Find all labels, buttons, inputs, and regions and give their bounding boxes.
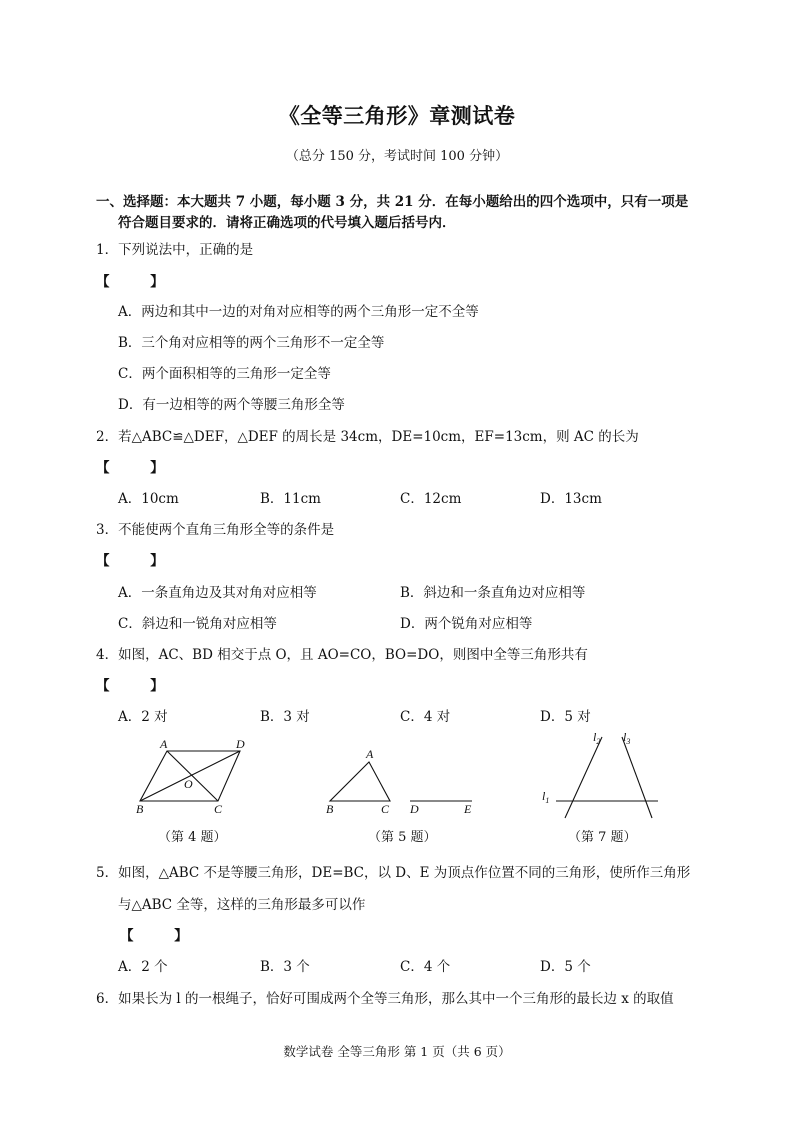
- q1-option-c: C．两个面积相等的三角形一定全等: [118, 366, 331, 382]
- section-instructions-line2: 符合题目要求的．请将正确选项的代号填入题后括号内．: [118, 215, 456, 231]
- fig5-label-c: C: [381, 802, 390, 816]
- page-subtitle: （总分 150 分，考试时间 100 分钟）: [285, 149, 509, 164]
- q4-option-d: D．5 对: [540, 709, 591, 725]
- q5-option-c: C．4 个: [400, 959, 451, 975]
- q4-stem: 4．如图，AC、BD 相交于点 O，且 AO=CO，BO=DO，则图中全等三角形共有: [96, 647, 588, 663]
- q4-option-c: C．4 对: [400, 709, 451, 725]
- fig7-label-l2: $l_2$: [593, 730, 601, 746]
- fig4-label-c: C: [214, 802, 223, 816]
- q2-option-a: A．10cm: [118, 491, 179, 507]
- fig7-label-l3: $l_3$: [623, 730, 631, 746]
- q1-option-d: D．有一边相等的两个等腰三角形全等: [118, 397, 345, 413]
- fig4-label-b: B: [136, 802, 144, 816]
- q3-option-c: C．斜边和一锐角对应相等: [118, 616, 277, 632]
- q1-answer-bracket[interactable]: 【 】: [96, 274, 182, 290]
- fig5-label-d: D: [410, 802, 419, 816]
- figure-4-parallelogram: [140, 751, 240, 801]
- q2-answer-bracket[interactable]: 【 】: [96, 460, 182, 476]
- q4-answer-bracket[interactable]: 【 】: [96, 678, 182, 694]
- page-title: 《全等三角形》章测试卷: [278, 104, 516, 128]
- q6-stem: 6．如果长为 l 的一根绳子，恰好可围成两个全等三角形，那么其中一个三角形的最长边 x 的取值: [96, 991, 674, 1007]
- fig4-label-a: A: [160, 737, 168, 751]
- fig4-label-d: D: [236, 737, 245, 751]
- fig5-label-e: E: [464, 802, 472, 816]
- section-instructions-line1: 一、选择题：本大题共 7 小题，每小题 3 分，共 21 分．在每小题给出的四个选项中，只有一项是: [96, 194, 689, 210]
- q5-option-a: A．2 个: [118, 959, 168, 975]
- q5-option-b: B．3 个: [260, 959, 310, 975]
- figures-row: [0, 725, 794, 825]
- q5-option-d: D．5 个: [540, 959, 591, 975]
- fig5-caption: （第 5 题）: [368, 830, 437, 845]
- fig5-label-b: B: [326, 802, 334, 816]
- q1-option-a: A．两边和其中一边的对角对应相等的两个三角形一定不全等: [118, 304, 479, 320]
- page-footer: 数学试卷 全等三角形 第 1 页（共 6 页）: [283, 1044, 511, 1059]
- q2-option-c: C．12cm: [400, 491, 462, 507]
- q3-option-a: A．一条直角边及其对角对应相等: [118, 585, 317, 601]
- q2-stem: 2．若△ABC≌△DEF，△DEF 的周长是 34cm，DE=10cm，EF=13cm，则 AC 的长为: [96, 429, 639, 445]
- q5-answer-bracket[interactable]: 【 】: [120, 928, 206, 944]
- q5-stem-line1: 5．如图，△ABC 不是等腰三角形，DE=BC，以 D、E 为顶点作位置不同的三角形，使所作三角形: [96, 865, 691, 881]
- q1-stem: 1．下列说法中，正确的是: [96, 242, 254, 258]
- q2-option-d: D．13cm: [540, 491, 602, 507]
- q3-answer-bracket[interactable]: 【 】: [96, 553, 182, 569]
- q3-stem: 3．不能使两个直角三角形全等的条件是: [96, 522, 335, 538]
- fig7-label-l1: $l_1$: [542, 789, 550, 805]
- fig4-label-o: O: [184, 777, 193, 791]
- q5-stem-line2: 与△ABC 全等，这样的三角形最多可以作: [118, 897, 366, 913]
- fig7-caption: （第 7 题）: [568, 830, 637, 845]
- fig5-label-a: A: [366, 747, 374, 761]
- q3-option-b: B．斜边和一条直角边对应相等: [400, 585, 586, 601]
- fig4-caption: （第 4 题）: [158, 830, 227, 845]
- q1-option-b: B．三个角对应相等的两个三角形不一定全等: [118, 335, 385, 351]
- q4-option-a: A．2 对: [118, 709, 168, 725]
- figure-5-triangle: [330, 762, 472, 801]
- figure-7-lines: [556, 737, 658, 818]
- q4-option-b: B．3 对: [260, 709, 310, 725]
- q3-option-d: D．两个锐角对应相等: [400, 616, 533, 632]
- q2-option-b: B．11cm: [260, 491, 321, 507]
